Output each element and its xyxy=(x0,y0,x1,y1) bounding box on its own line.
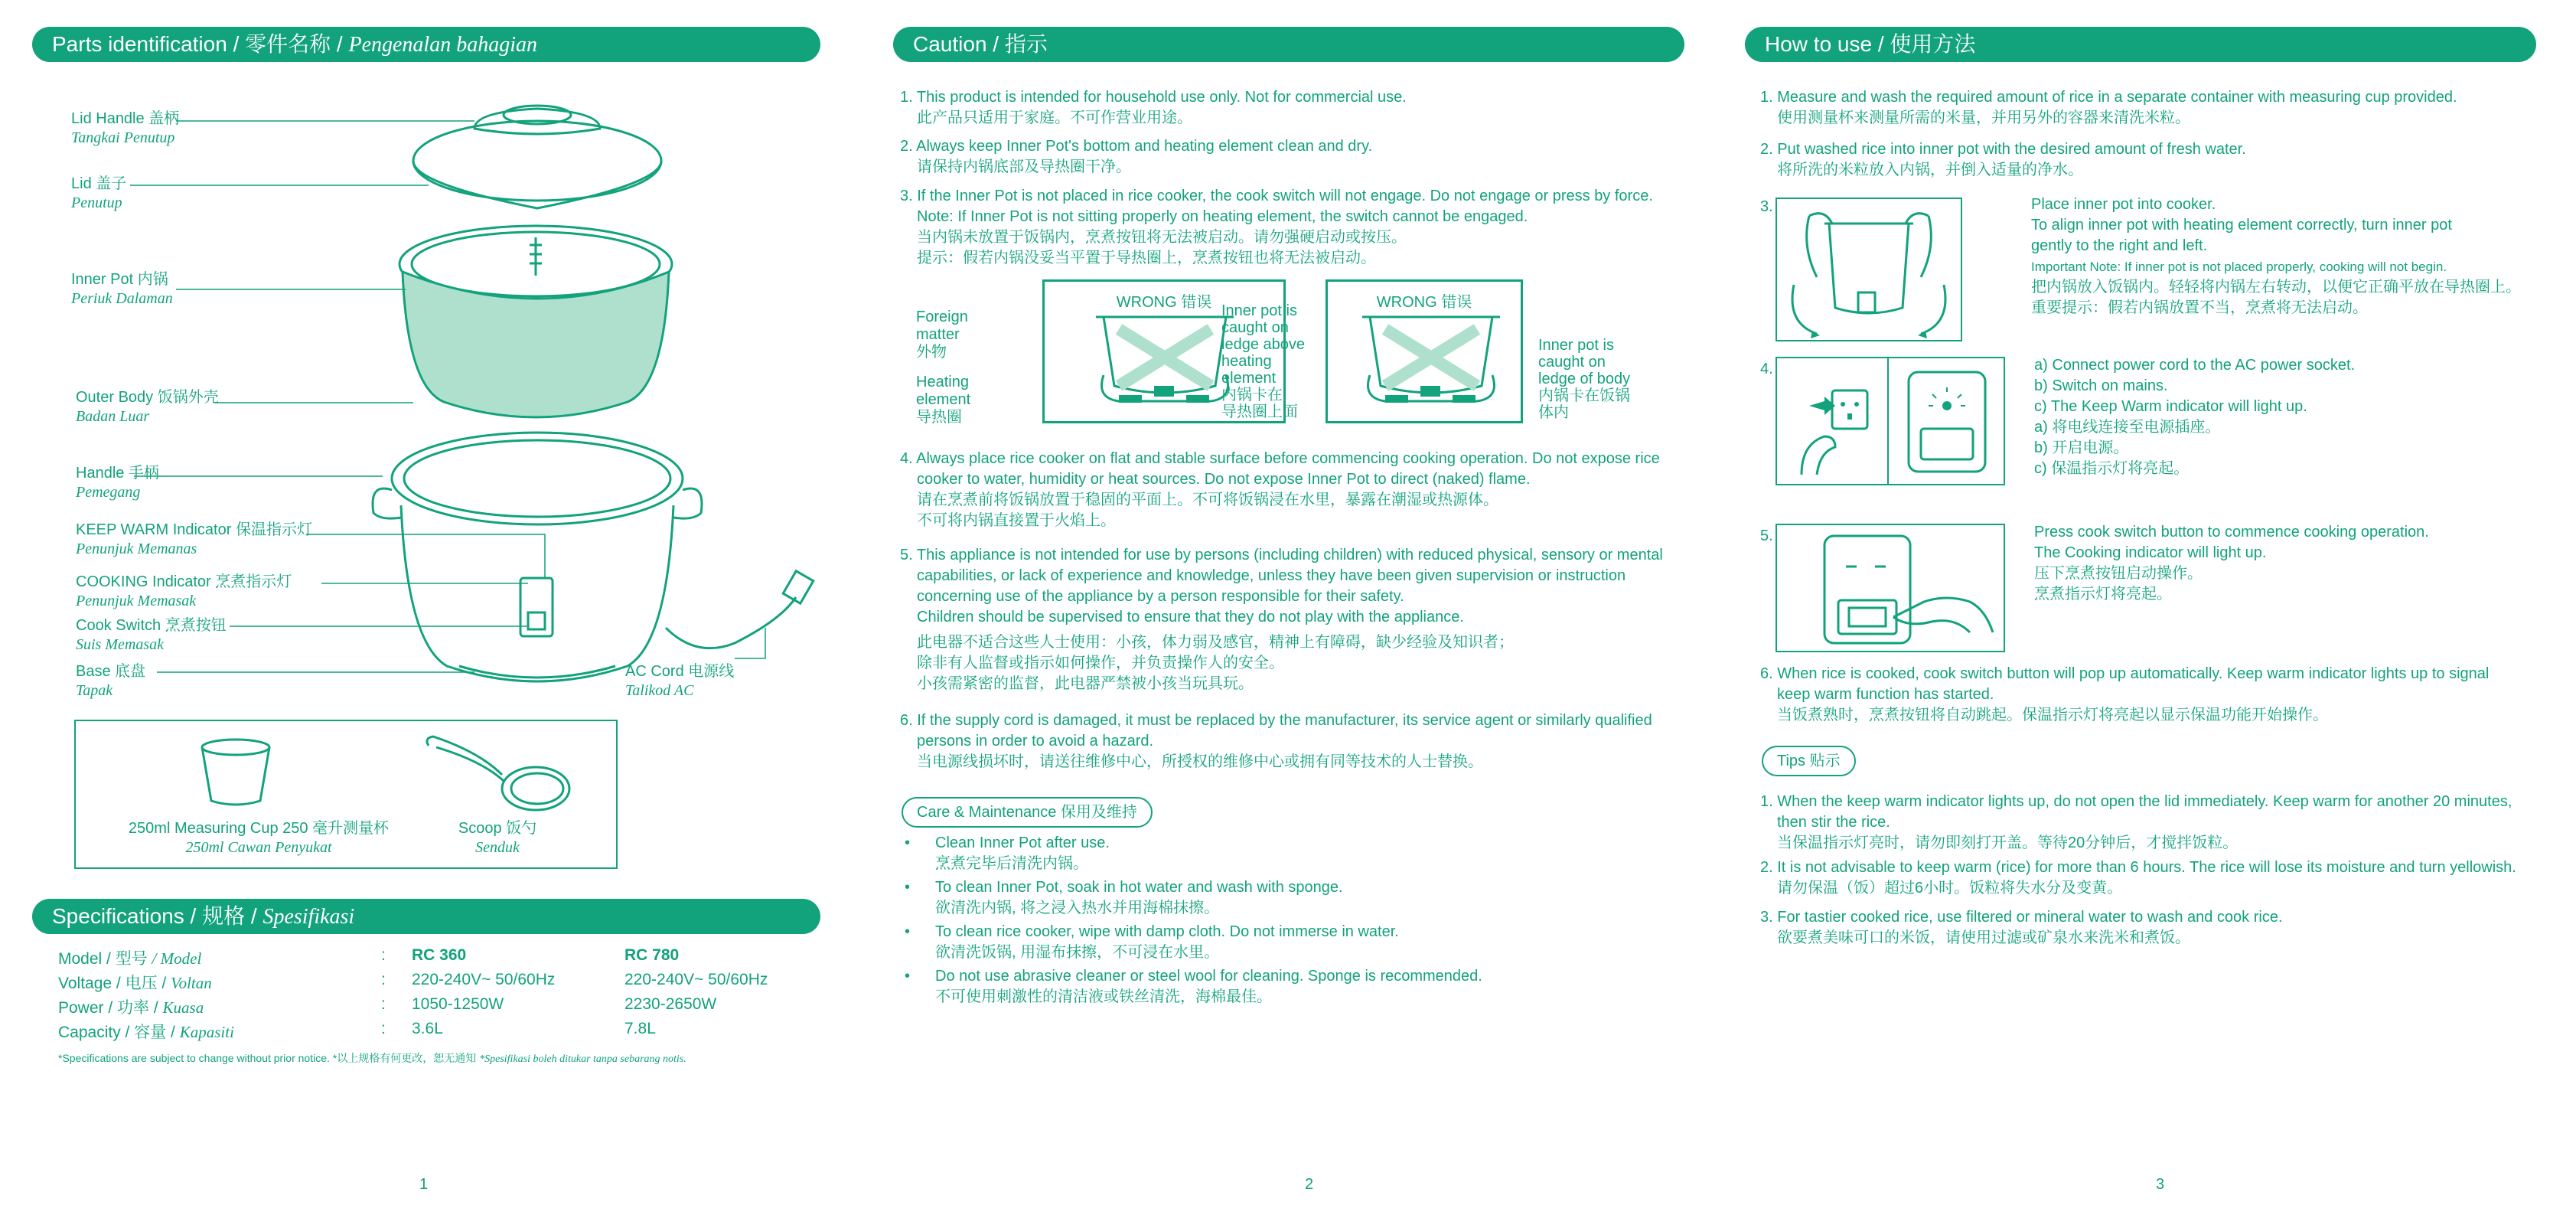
tip-text-cn: 请勿保温（饭）超过6小时。饭粒将失水分及变黄。 xyxy=(1777,880,2123,897)
part-name: Handle 手柄 xyxy=(76,465,159,482)
power-socket-icon xyxy=(1779,360,1886,482)
fig-text: caught on xyxy=(1538,354,1606,371)
caught-above-label xyxy=(1221,302,1305,420)
caution-item-2 xyxy=(900,136,1727,178)
pot-caught-on-ledge-icon xyxy=(1355,306,1508,413)
caution-text-cn: 请在烹煮前将饭锅放置于稳固的平面上。不可将饭锅浸在水里，暴露在潮湿或热源体。 xyxy=(917,492,1498,508)
heating-element-text: 导热圈 xyxy=(916,409,962,426)
caution-text: Children should be supervised to ensure that they do not play with the appliance. xyxy=(917,609,1464,625)
part-name-malay: Periuk Dalaman xyxy=(71,290,173,307)
step-1 xyxy=(1760,87,2576,129)
part-name-malay: Penutup xyxy=(71,194,122,211)
caution-text: 1. This product is intended for household use only. Not for commercial use. xyxy=(900,89,1407,106)
part-label xyxy=(76,521,312,559)
step-number: 4. xyxy=(1760,361,1773,377)
care-item xyxy=(905,877,1731,919)
accessory-name: 250ml Measuring Cup 250 毫升测量杯 xyxy=(128,820,390,837)
accessory-label xyxy=(413,819,582,857)
step-text: To align inner pot with heating element correctly, turn inner pot xyxy=(2031,217,2452,234)
step-text: Place inner pot into cooker. xyxy=(2031,196,2216,213)
tip-text: then stir the rice. xyxy=(1777,814,1890,831)
press-cook-switch-icon xyxy=(1779,527,2002,649)
step-text-cn: c) 保温指示灯将亮起。 xyxy=(2034,460,2190,477)
step-text-cn: a) 将电线连接至电源插座。 xyxy=(2034,419,2221,436)
caution-item-4 xyxy=(900,449,1727,531)
specifications-header xyxy=(32,899,820,934)
spec-colon: : xyxy=(381,946,386,964)
part-name-malay: Penunjuk Memanas xyxy=(76,541,197,557)
wrong-label: WRONG 错误 xyxy=(1376,294,1472,311)
spec-header-italic: Spesifikasi xyxy=(262,905,355,929)
care-text-cn: 不可使用刺激性的清洁液或铁丝清洗，海棉最佳。 xyxy=(935,988,1272,1005)
part-name: Lid Handle 盖柄 xyxy=(71,110,180,127)
fig-text: 导热圈上面 xyxy=(1221,403,1298,420)
part-label xyxy=(71,109,179,148)
spec-value-a: 1050-1250W xyxy=(412,995,504,1013)
fig-text: Inner pot is xyxy=(1221,302,1297,319)
step-text: a) Connect power cord to the AC power socket. xyxy=(2034,357,2356,374)
part-label xyxy=(76,616,227,655)
caution-note: Note: If Inner Pot is not sitting properly on heating element, the switch cannot be engaged. xyxy=(917,208,1528,225)
accessory-label xyxy=(106,819,412,857)
caution-note-cn: 提示：假若内锅没妥当平置于导热圈上，烹煮按钮也将无法被启动。 xyxy=(917,250,1376,266)
caution-text: 4. Always place rice cooker on flat and stable surface before commencing cooking operation. Do not expose rice xyxy=(900,450,1660,467)
spec-colon: : xyxy=(381,995,386,1013)
how-to-use-header: How to use / 使用方法 xyxy=(1745,27,2536,62)
spec-value-a: RC 360 xyxy=(412,946,467,964)
step-3-text xyxy=(2031,194,2576,318)
care-item xyxy=(905,922,1731,963)
care-text-cn: 欲清洗饭锅, 用湿布抹擦，不可浸在水里。 xyxy=(935,944,1220,961)
caution-item-5 xyxy=(900,545,1727,694)
wrong-label: WRONG 错误 xyxy=(1116,294,1212,311)
caution-text: persons in order to avoid a hazard. xyxy=(917,733,1154,750)
step-text: The Cooking indicator will light up. xyxy=(2034,544,2267,561)
caution-text-cn: 此电器不适合这些人士使用：小孩，体力弱及感官，精神上有障碍，缺少经验及知识者； xyxy=(917,634,1514,651)
spec-value-b: 220-240V~ 50/60Hz xyxy=(624,971,768,988)
accessory-name: Scoop 饭勺 xyxy=(458,820,537,837)
spec-label-text: Power / 功率 / xyxy=(58,999,158,1017)
spec-value-a: 220-240V~ 50/60Hz xyxy=(412,971,556,988)
part-name-malay: Suis Memasak xyxy=(76,636,164,653)
part-name: Inner Pot 内锅 xyxy=(71,271,168,288)
caution-text-cn: 小孩需紧密的监督，此电器严禁被小孩当玩具玩。 xyxy=(917,675,1254,692)
step-text: b) Switch on mains. xyxy=(2034,377,2168,394)
bullet-icon: • xyxy=(905,834,911,851)
step-text: 2. Put washed rice into inner pot with the desired amount of fresh water. xyxy=(1760,141,2246,158)
step-text-cn: 使用测量杯来测量所需的米量，并用另外的容器来清洗米粒。 xyxy=(1777,109,2190,126)
page-how-to-use xyxy=(1717,0,2576,1215)
caution-text: 6. If the supply cord is damaged, it must be replaced by the manufacturer, its service agent or similarly qualified xyxy=(900,712,1652,729)
bullet-icon: • xyxy=(905,879,911,896)
spec-colon: : xyxy=(381,1020,386,1037)
caution-text: capabilities, or lack of experience and knowledge, unless they have been given supervision or instruction xyxy=(917,567,1626,584)
part-name: Cook Switch 烹煮按钮 xyxy=(76,617,227,634)
fig-text: caught on xyxy=(1221,319,1289,336)
spec-label-italic: Voltan xyxy=(171,974,212,992)
caution-item-6 xyxy=(900,710,1727,772)
tip-2 xyxy=(1760,857,2576,899)
heating-element-text: element xyxy=(916,391,971,408)
bullet-icon: • xyxy=(905,968,911,985)
care-text: To clean Inner Pot, soak in hot water and wash with sponge. xyxy=(935,879,1343,896)
step-text-cn: 烹煮指示灯将亮起。 xyxy=(2034,586,2172,603)
step-text: keep warm function has started. xyxy=(1777,686,1994,703)
parts-header-italic: Pengenalan bahagian xyxy=(348,33,537,57)
accessory-name-malay: 250ml Cawan Penyukat xyxy=(185,839,332,856)
part-name: Lid 盖子 xyxy=(71,175,127,192)
care-text-cn: 欲清洗内锅, 将之浸入热水并用海棉抹擦。 xyxy=(935,900,1220,916)
caution-text-cn: 此产品只适用于家庭。不可作营业用途。 xyxy=(917,109,1192,126)
spec-label xyxy=(58,1020,234,1043)
tip-3 xyxy=(1760,907,2576,949)
step-text-cn: 压下烹煮按钮启动操作。 xyxy=(2034,565,2203,582)
spec-label xyxy=(58,946,201,969)
scoop-icon xyxy=(421,733,574,818)
part-label xyxy=(71,175,126,213)
step-text: 6. When rice is cooked, cook switch button will pop up automatically. Keep warm indicator lights up to signal xyxy=(1760,665,2490,682)
fig-text: ledge of body xyxy=(1538,371,1631,387)
heating-element-label xyxy=(916,374,970,426)
fig-text: ledge above xyxy=(1221,336,1305,353)
page-number: 3 xyxy=(2156,1176,2165,1193)
tip-text-cn: 欲要煮美味可口的米饭，请使用过滤或矿泉水来洗米和煮饭。 xyxy=(1777,929,2190,946)
part-name: Outer Body 饭锅外壳 xyxy=(76,389,219,406)
page-number: 1 xyxy=(419,1176,429,1193)
part-name-malay: Tangkai Penutup xyxy=(71,129,175,146)
part-name-malay: Badan Luar xyxy=(76,408,150,425)
step-text: Press cook switch button to commence cooking operation. xyxy=(2034,524,2429,541)
caution-text-cn: 当电源线损坏时，请送往维修中心，所授权的维修中心或拥有同等技术的人士替换。 xyxy=(917,753,1483,770)
foreign-matter-text: Foreign xyxy=(916,309,968,325)
part-name: Base 底盘 xyxy=(76,663,146,680)
spec-label-text: Model / 型号 xyxy=(58,950,148,968)
tip-1 xyxy=(1760,792,2576,854)
caution-text: 3. If the Inner Pot is not placed in rice cooker, the cook switch will not engage. Do not engage or press by force. xyxy=(900,188,1653,204)
caution-text-cn: 除非有人监督或指示如何操作，并负责操作人的安全。 xyxy=(917,655,1284,671)
care-text: To clean rice cooker, wipe with damp cloth. Do not immerse in water. xyxy=(935,923,1399,940)
part-label xyxy=(71,270,173,309)
parts-header xyxy=(32,27,820,62)
fig-text: 内锅卡在饭锅 xyxy=(1538,387,1630,404)
keep-warm-panel-icon xyxy=(1890,360,2004,482)
part-name: AC Cord 电源线 xyxy=(625,663,735,680)
tip-text: 3. For tastier cooked rice, use filtered or mineral water to wash and cook rice. xyxy=(1760,909,2283,926)
step-2 xyxy=(1760,139,2576,181)
step-text-cn: 当饭煮熟时，烹煮按钮将自动跳起。保温指示灯将亮起以显示保温功能开始操作。 xyxy=(1777,707,2328,723)
spec-label xyxy=(58,971,212,994)
care-item xyxy=(905,966,1731,1008)
step-4-text xyxy=(2034,355,2576,479)
tip-text: 2. It is not advisable to keep warm (rice) for more than 6 hours. The rice will lose its moisture and turn yellowish. xyxy=(1760,859,2516,876)
page-parts-identification xyxy=(0,0,859,1215)
tips-title: Tips 贴示 xyxy=(1762,746,1856,776)
divider xyxy=(1887,357,1889,485)
page-caution xyxy=(859,0,1717,1215)
part-name: COOKING Indicator 烹煮指示灯 xyxy=(76,573,292,590)
caution-item-3 xyxy=(900,186,1727,269)
spec-label-italic: / Model xyxy=(152,949,202,968)
care-item xyxy=(905,833,1731,874)
step-text: 1. Measure and wash the required amount of rice in a separate container with measuring cup provided. xyxy=(1760,89,2457,106)
step-text: gently to the right and left. xyxy=(2031,237,2208,254)
part-label xyxy=(625,662,734,701)
fig-text: 体内 xyxy=(1538,404,1569,421)
caught-body-label xyxy=(1538,337,1630,421)
care-maintenance-title: Care & Maintenance 保用及维持 xyxy=(902,797,1153,828)
part-name-malay: Pemegang xyxy=(76,484,141,501)
accessory-name-malay: Senduk xyxy=(475,839,520,856)
spec-note-text: *Specifications are subject to change without prior notice. *以上规格有何更改，恕无通知 xyxy=(58,1052,477,1064)
care-text: Clean Inner Pot after use. xyxy=(935,834,1110,851)
step-text: c) The Keep Warm indicator will light up. xyxy=(2034,398,2307,415)
step-text-cn: b) 开启电源。 xyxy=(2034,439,2129,456)
spec-value-b: RC 780 xyxy=(624,946,680,964)
step-number: 5. xyxy=(1760,527,1773,544)
step-text-cn: 把内锅放入饭锅内。轻轻将内锅左右转动，以便它正确平放在导热圈上。 xyxy=(2031,279,2521,296)
step-text-cn: 将所洗的米粒放入内锅，并倒入适量的净水。 xyxy=(1777,162,2083,178)
part-label xyxy=(76,388,219,426)
fig-text: 内锅卡在 xyxy=(1221,387,1283,403)
turn-inner-pot-icon xyxy=(1779,201,1959,338)
fig-text: heating xyxy=(1221,353,1272,370)
parts-header-text: Parts identification / 零件名称 / xyxy=(52,32,343,56)
caution-text: 2. Always keep Inner Pot's bottom and heating element clean and dry. xyxy=(900,138,1373,155)
caution-item-1 xyxy=(900,87,1727,129)
caution-header: Caution / 指示 xyxy=(893,27,1684,62)
spec-label-text: Capacity / 容量 / xyxy=(58,1024,175,1041)
caution-text: concerning use of the appliance by a person responsible for their safety. xyxy=(917,588,1404,605)
part-name-malay: Talikod AC xyxy=(625,682,694,699)
fig-text: element xyxy=(1221,370,1277,387)
part-name: KEEP WARM Indicator 保温指示灯 xyxy=(76,521,312,538)
step-5-text xyxy=(2034,522,2576,605)
spec-header-text: Specifications / 规格 / xyxy=(52,904,257,928)
pot-foreign-matter-icon xyxy=(1088,306,1241,413)
care-text-cn: 烹煮完毕后清洗内锅。 xyxy=(935,855,1088,872)
spec-label xyxy=(58,995,204,1018)
spec-note-italic: *Spesifikasi boleh ditukar tanpa sebarang notis. xyxy=(479,1053,686,1065)
measuring-cup-icon xyxy=(197,737,274,813)
tip-text: 1. When the keep warm indicator lights up, do not open the lid immediately. Keep warm for another 20 minutes, xyxy=(1760,793,2512,810)
spec-colon: : xyxy=(381,971,386,988)
caution-text: cooker to water, humidity or heat sources. Do not expose Inner Pot to direct (naked) flame. xyxy=(917,471,1531,488)
part-name-malay: Penunjuk Memasak xyxy=(76,593,197,609)
bullet-icon: • xyxy=(905,923,911,940)
part-name-malay: Tapak xyxy=(76,682,113,699)
spec-value-a: 3.6L xyxy=(412,1020,443,1037)
spec-note xyxy=(58,1050,686,1066)
step-note-cn: 重要提示：假若内锅放置不当，烹煮将无法启动。 xyxy=(2031,299,2368,316)
caution-text-cn: 请保持内锅底部及导热圈干净。 xyxy=(917,158,1131,175)
part-label xyxy=(76,464,159,502)
spec-label-italic: Kapasiti xyxy=(179,1023,234,1041)
step-number: 3. xyxy=(1760,198,1773,215)
page-number: 2 xyxy=(1305,1176,1314,1193)
step-6 xyxy=(1760,664,2576,726)
part-label xyxy=(76,573,292,611)
caution-text: 5. This appliance is not intended for use by persons (including children) with reduced physical, sensory or mental xyxy=(900,547,1663,563)
foreign-matter-text: 外物 xyxy=(916,344,947,361)
foreign-matter-text: matter xyxy=(916,326,960,343)
step-note: Important Note: If inner pot is not placed properly, cooking will not begin. xyxy=(2031,260,2447,274)
fig-text: Inner pot is xyxy=(1538,337,1614,354)
spec-label-italic: Kuasa xyxy=(162,998,204,1017)
caution-text-cn: 不可将内锅直接置于火焰上。 xyxy=(917,512,1116,529)
part-label xyxy=(76,662,145,701)
foreign-matter-label xyxy=(916,309,968,361)
spec-label-text: Voltage / 电压 / xyxy=(58,975,167,992)
care-text: Do not use abrasive cleaner or steel wool for cleaning. Sponge is recommended. xyxy=(935,968,1482,985)
spec-value-b: 7.8L xyxy=(624,1020,656,1037)
spec-value-b: 2230-2650W xyxy=(624,995,717,1013)
tip-text-cn: 当保温指示灯亮时，请勿即刻打开盖。等待20分钟后，才搅拌饭粒。 xyxy=(1777,834,2239,851)
heating-element-text: Heating xyxy=(916,374,969,390)
caution-text-cn: 当内锅未放置于饭锅内，烹煮按钮将无法被启动。请勿强硬启动或按压。 xyxy=(917,229,1407,246)
